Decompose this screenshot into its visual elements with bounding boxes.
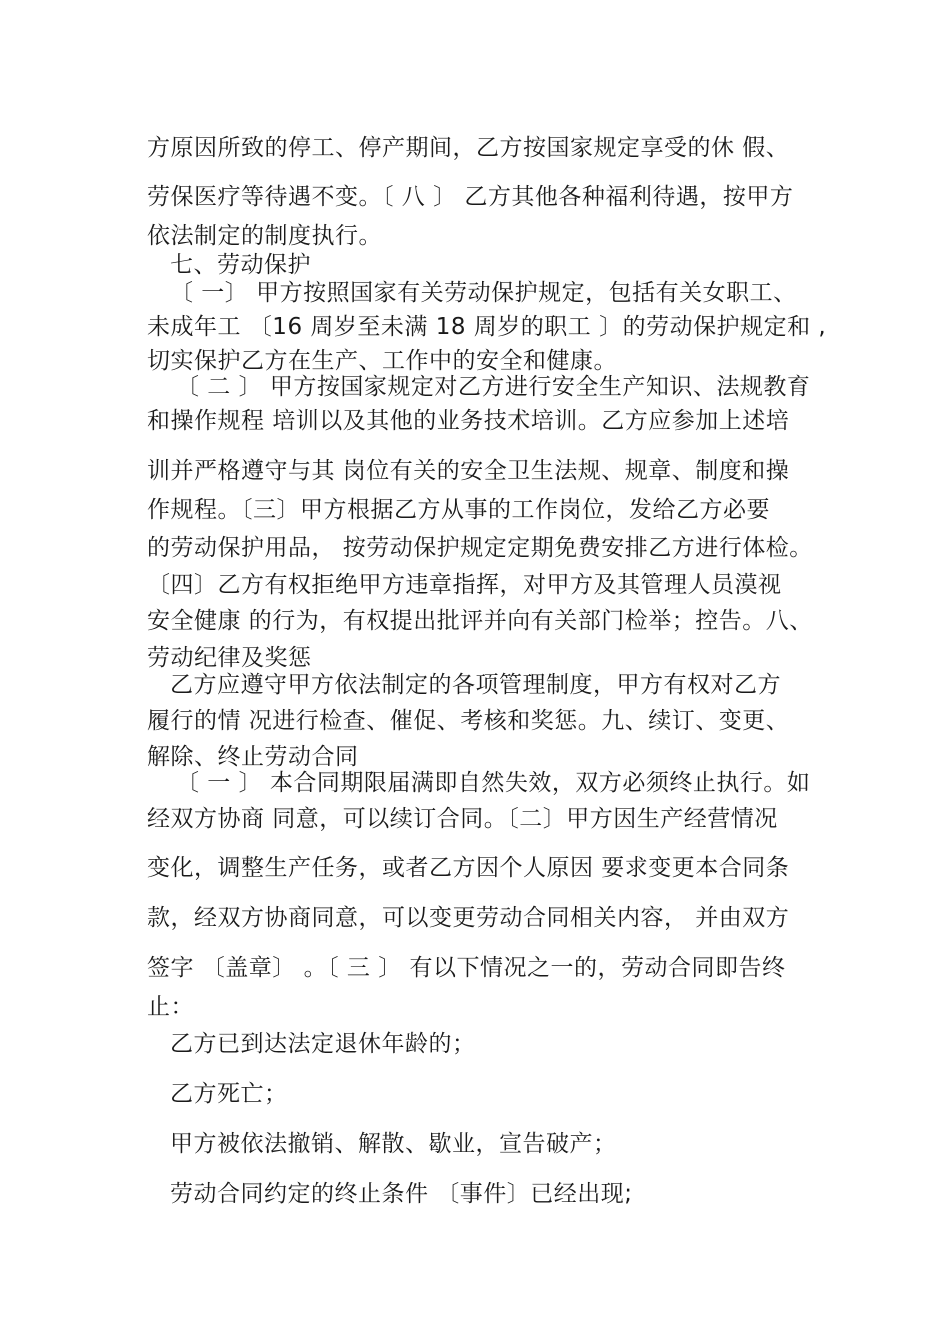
text-line: 签字 〔盖章〕 。〔 三 〕 有以下情况之一的，劳动合同即告终 xyxy=(147,955,786,981)
text-line: 履行的情 况进行检查、催促、考核和奖惩。九、续订、变更、 xyxy=(147,708,790,734)
section-heading: 七、劳动保护 xyxy=(170,252,311,278)
text-line: 方原因所致的停工、停产期间，乙方按国家规定享受的休 假、 xyxy=(147,135,790,161)
text-line: 〔 二 〕 甲方按国家规定对乙方进行安全生产知识、法规教育 xyxy=(176,374,811,400)
text-line: 变化，调整生产任务，或者乙方因个人原因 要求变更本合同条 xyxy=(147,855,790,881)
text-line: 切实保护乙方在生产、工作中的安全和健康。 xyxy=(147,348,617,374)
text-line: 〔 一〕 甲方按照国家有关劳动保护规定，包括有关女职工、 xyxy=(170,280,797,306)
text-line: 经双方协商 同意，可以续订合同。〔二〕甲方因生产经营情况 xyxy=(147,806,778,832)
text-line: 〔 一 〕 本合同期限届满即自然失效，双方必须终止执行。如 xyxy=(176,770,811,796)
text-line: 止： xyxy=(147,994,194,1020)
text-line: 依法制定的制度执行。 xyxy=(147,223,382,249)
text-line: 安全健康 的行为，有权提出批评并向有关部门检举；控告。八、 xyxy=(147,608,813,634)
list-item: 乙方已到达法定退休年龄的； xyxy=(170,1031,476,1057)
text-line: 训并严格遵守与其 岗位有关的安全卫生法规、规章、制度和操 xyxy=(147,458,790,484)
text-line: 未成年工 〔16 周岁至未满 18 周岁的职工 〕的劳动保护规定和 , xyxy=(147,314,827,340)
text-line: 和操作规程 培训以及其他的业务技术培训。乙方应参加上述培 xyxy=(147,408,790,434)
list-item: 劳动合同约定的终止条件 〔事件〕已经出现; xyxy=(170,1181,633,1207)
section-heading: 解除、终止劳动合同 xyxy=(147,744,359,770)
section-heading: 劳动纪律及奖惩 xyxy=(147,645,312,671)
text-line: 〔四〕乙方有权拒绝甲方违章指挥，对甲方及其管理人员漠视 xyxy=(147,572,782,598)
list-item: 乙方死亡； xyxy=(170,1081,288,1107)
text-line: 款，经双方协商同意，可以变更劳动合同相关内容， 并由双方 xyxy=(147,905,790,931)
text-line: 作规程。〔三〕甲方根据乙方从事的工作岗位，发给乙方必要 xyxy=(147,497,770,523)
text-line: 劳保医疗等待遇不变。〔 八 〕 乙方其他各种福利待遇，按甲方 xyxy=(147,184,794,210)
text-line: 的劳动保护用品， 按劳动保护规定定期免费安排乙方进行体检。 xyxy=(147,535,813,561)
list-item: 甲方被依法撤销、解散、歇业，宣告破产； xyxy=(170,1131,617,1157)
text-line: 乙方应遵守甲方依法制定的各项管理制度，甲方有权对乙方 xyxy=(170,672,781,698)
